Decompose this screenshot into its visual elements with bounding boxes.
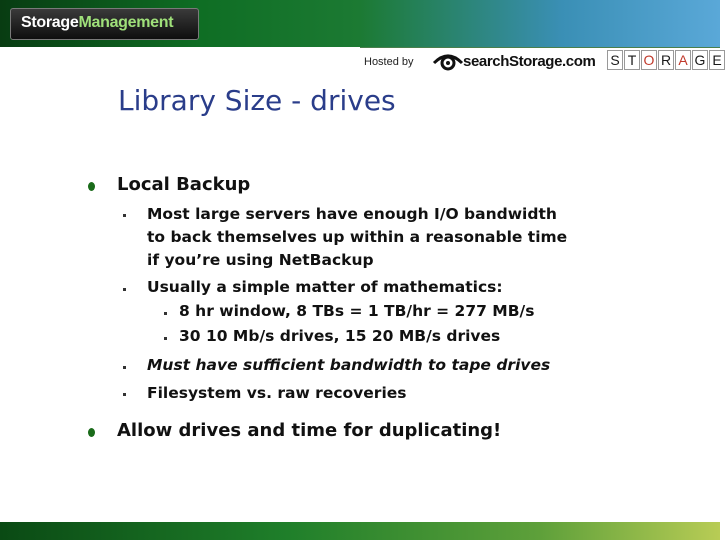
storage-letter: R	[658, 50, 674, 70]
level2-text-line: Most large servers have enough I/O bandwidth	[147, 205, 557, 223]
hosted-by-label: Hosted by	[364, 56, 414, 68]
level3-text: 8 hr window, 8 TBs = 1 TB/hr = 277 MB/s	[179, 302, 535, 320]
level3-bullet	[164, 312, 167, 315]
level2-bullet	[123, 288, 126, 291]
storage-letter: S	[607, 50, 623, 70]
level1-text: Allow drives and time for duplicating!	[117, 420, 502, 441]
level3-bullet	[164, 337, 167, 340]
level2-text-line: Usually a simple matter of mathematics:	[147, 278, 503, 296]
storage-letter: G	[692, 50, 708, 70]
level1-text: Local Backup	[117, 174, 251, 195]
search-storage-logo: searchStorage.com	[463, 53, 596, 70]
level2-text-line: Filesystem vs. raw recoveries	[147, 384, 407, 402]
hosted-divider	[360, 47, 720, 48]
level2-text-line: Must have sufficient bandwidth to tape drives	[147, 356, 551, 374]
eye-icon	[432, 49, 464, 73]
storage-letter: O	[641, 50, 657, 70]
level2-text-line: if you’re using NetBackup	[147, 251, 374, 269]
storage-logo	[607, 50, 726, 70]
level1-bullet	[88, 182, 95, 191]
storage-letter: A	[675, 50, 691, 70]
brand-word-management: Management	[78, 14, 174, 31]
slide-title: Library Size - drives	[118, 84, 396, 117]
level2-bullet	[123, 393, 126, 396]
level1-bullet	[88, 428, 95, 437]
level2-text-line: to back themselves up within a reasonable time	[147, 228, 568, 246]
header-banner	[0, 0, 720, 47]
level2-bullet	[123, 214, 126, 217]
storage-letter: E	[709, 50, 725, 70]
brand-word-storage: Storage	[21, 14, 79, 31]
brand-logo	[10, 8, 199, 40]
storage-letter: T	[624, 50, 640, 70]
footer-bar	[0, 522, 720, 540]
level2-bullet	[123, 366, 126, 369]
level3-text: 30 10 Mb/s drives, 15 20 MB/s drives	[179, 327, 501, 345]
